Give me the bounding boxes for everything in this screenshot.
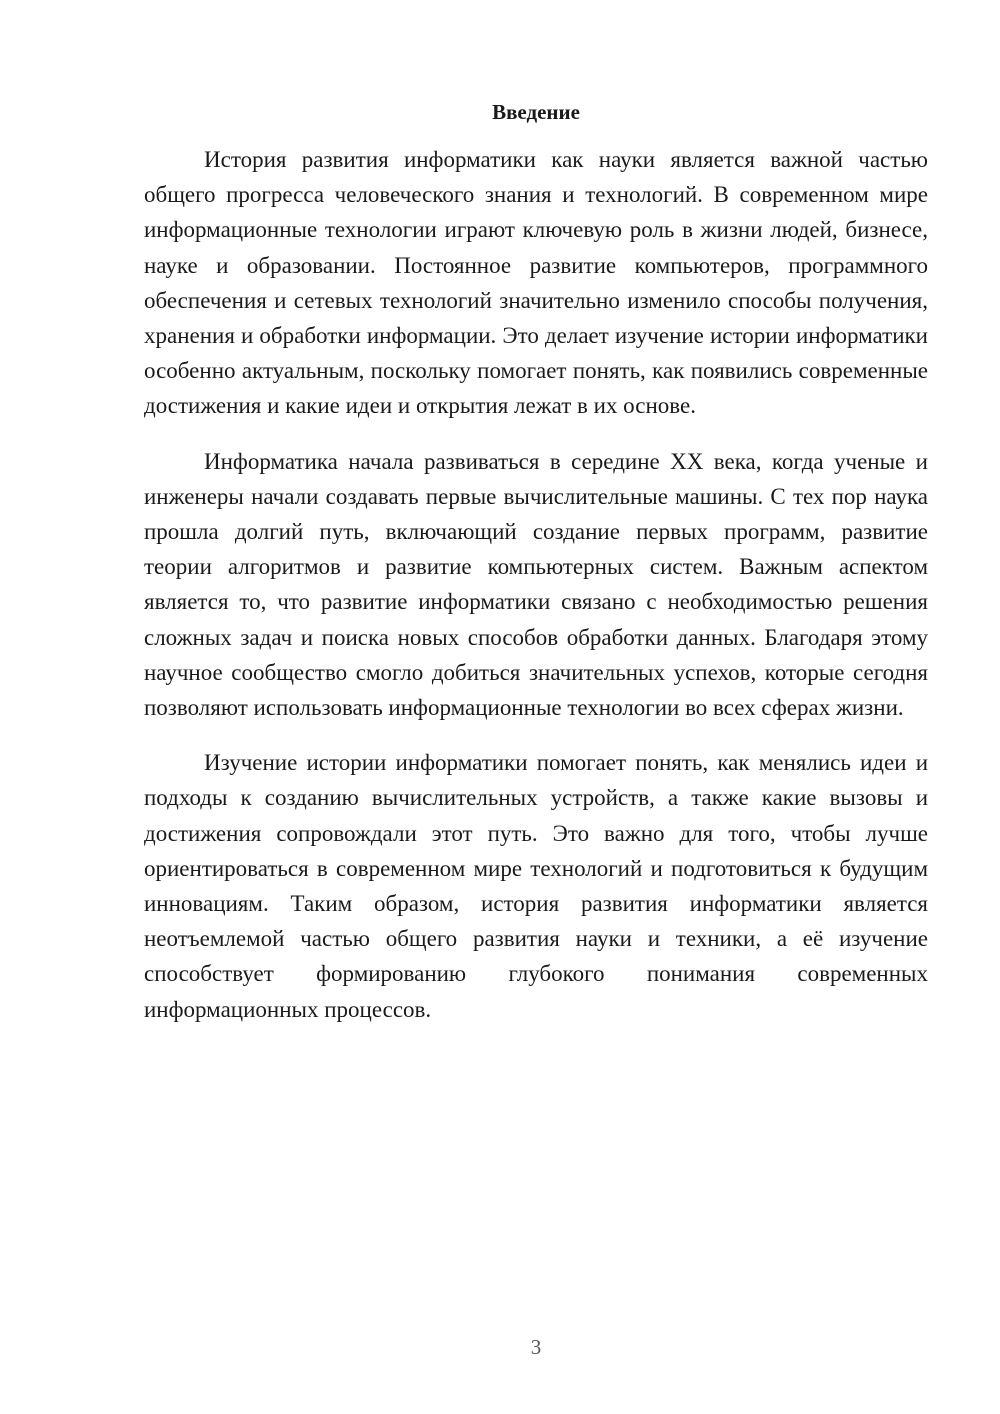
paragraph-3: Изучение истории информатики помогает понять, как менялись идеи и подходы к созданию вычислительных устройств, а также какие вызовы и достижения сопровождали этот путь. Это важно для того, чтобы лучше ориентироваться в современном мире технологий и подготовиться к будущим инновациям. Таким образом, история развития информатики является неотъемлемой частью общего развития науки и техники, а её изучение способствует формированию глубокого понимания современных информационных процессов. <box>144 750 928 1022</box>
page-number: 3 <box>530 1335 542 1359</box>
paragraph-2: Информатика начала развиваться в середине XX века, когда ученые и инженеры начали создавать первые вычислительные машины. С тех пор наука прошла долгий путь, включающий создание первых программ, развитие теории алгоритмов и развитие компьютерных систем. Важным аспектом является то, что развитие информатики связано с необходимостью решения сложных задач и поиска новых способов обработки данных. Благодаря этому научное сообщество смогло добиться значительных успехов, которые сегодня позволяют использовать информационные технологии во всех сферах жизни. <box>144 448 928 721</box>
section-title: Введение <box>492 100 580 124</box>
paragraph-1: История развития информатики как науки является важной частью общего прогресса человеческого знания и технологий. В современном мире информационные технологии играют ключевую роль в жизни людей, бизнесе, науке и образовании. Постоянное развитие компьютеров, программного обеспечения и сетевых технологий значительно изменило способы получения, хранения и обработки информации. Это делает изучение истории информатики особенно актуальным, поскольку помогает понять, как появились современные достижения и какие идеи и открытия лежат в их основе. <box>144 147 928 419</box>
document-body <box>144 142 928 1047</box>
